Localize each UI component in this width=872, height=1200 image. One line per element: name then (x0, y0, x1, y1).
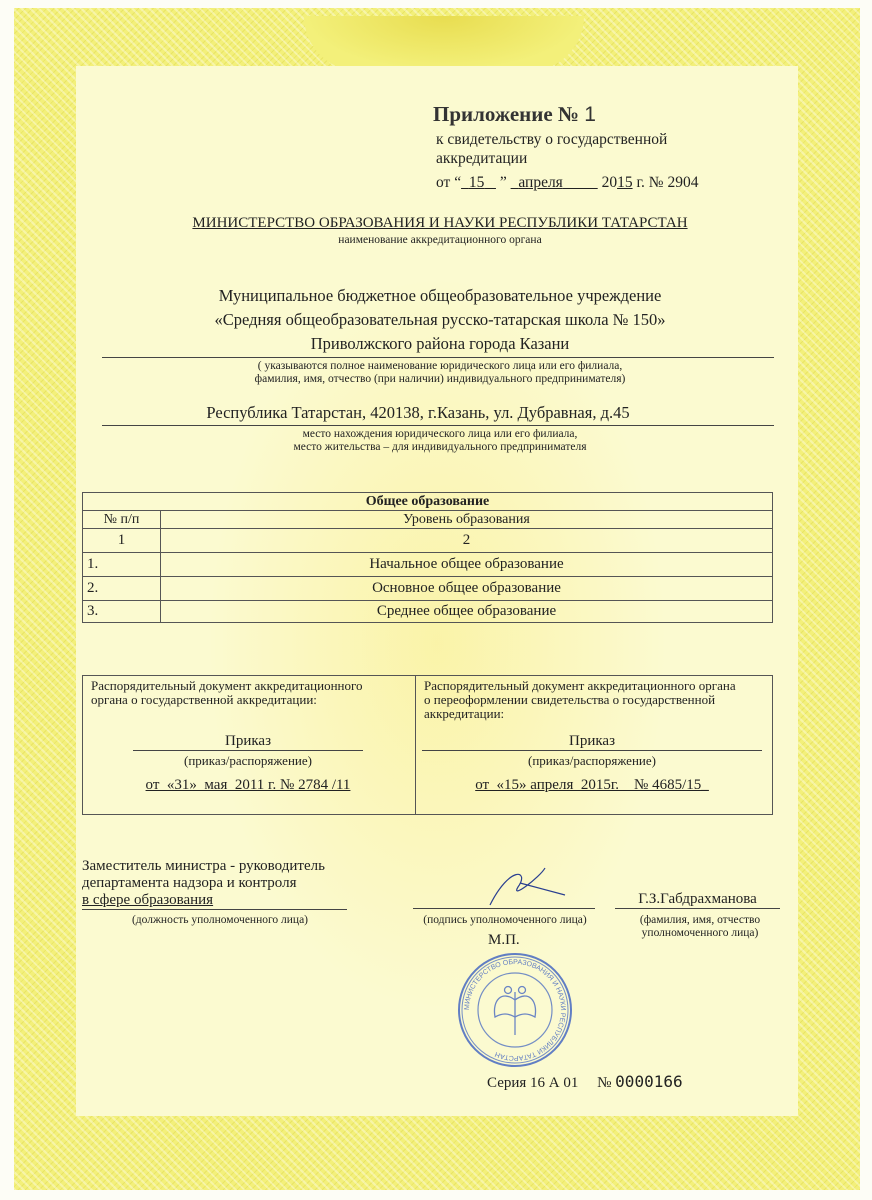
name-caption1: (фамилия, имя, отчество (639, 914, 761, 926)
appendix-title-text: Приложение № (433, 102, 580, 126)
year-prefix: 20 (601, 174, 618, 191)
series-no-label: № (597, 1075, 612, 1091)
day-value: 15 (468, 174, 485, 191)
document-left (83, 676, 416, 815)
document-left-caption: (приказ/распоряжение) (184, 753, 312, 768)
document-right (416, 676, 773, 815)
address-caption (80, 428, 800, 454)
row-level: Среднее общее образование (161, 601, 773, 623)
position-caption: (должность уполномоченного лица) (131, 914, 309, 926)
divider (102, 357, 774, 358)
date-prefix: от “ (436, 174, 462, 191)
official-stamp (455, 950, 575, 1070)
institution-caption (80, 360, 800, 386)
date-month (511, 174, 598, 191)
subtitle-line1: к свидетельству о государственной (436, 131, 668, 148)
series-info (487, 1072, 683, 1093)
table-row (83, 601, 773, 623)
eagle-emblem-icon (494, 987, 535, 1036)
signature-line (413, 908, 595, 909)
document-right-details: от «15» апреля 2015г. № 4685/15_ (475, 777, 709, 793)
table-row (83, 553, 773, 577)
institution-name (80, 284, 800, 356)
address-value: Республика Татарстан, 420138, г.Казань, ул. Дубравная, д.45 (206, 403, 630, 422)
col-header-level: Уровень образования (161, 511, 773, 529)
appendix-date (436, 173, 698, 192)
document-right-type: Приказ (422, 732, 762, 751)
date-day (461, 174, 496, 191)
divider (102, 425, 774, 426)
col-header-number: № п/п (83, 511, 161, 529)
appendix-title (433, 102, 596, 127)
quote-close: ” (499, 174, 507, 191)
name-caption (625, 914, 775, 940)
organ-name (80, 215, 800, 232)
row-number: 3. (83, 601, 161, 623)
row-number: 1. (83, 553, 161, 577)
institution-line3: Приволжского района города Казани (310, 334, 570, 353)
document-right-heading: Распорядительный документ аккредитационного органа о переоформлении свидетельства о государственной аккредитации: (424, 678, 736, 721)
position-line2: департамента надзора и контроля (82, 875, 297, 891)
table-title: Общее образование (83, 493, 773, 511)
svg-text:МИНИСТЕРСТВО ОБРАЗОВАНИЯ И НАУ: МИНИСТЕРСТВО ОБРАЗОВАНИЯ И НАУКИ РЕСПУБЛИКИ ТАТАРСТАН (463, 958, 567, 1062)
appendix-subtitle (436, 130, 667, 168)
table-row (83, 577, 773, 601)
row-level: Основное общее образование (161, 577, 773, 601)
position-line3-text: в сфере образования (82, 892, 214, 908)
subtitle-line2: аккредитации (436, 150, 528, 167)
organ-name-text: МИНИСТЕРСТВО ОБРАЗОВАНИЯ И НАУКИ РЕСПУБЛИКИ ТАТАРСТАН (192, 215, 688, 231)
month-value: апреля (518, 174, 563, 191)
row-number: 2. (83, 577, 161, 601)
position-line3 (82, 892, 347, 910)
name-caption2: уполномоченного лица) (641, 927, 759, 939)
institution-line1: Муниципальное бюджетное общеобразовательное учреждение (218, 286, 662, 305)
documents-table (82, 675, 773, 815)
institution-caption2: фамилия, имя, отчество (при наличии) индивидуального предпринимателя) (254, 373, 626, 385)
year-suffix: 15 (617, 174, 633, 191)
document-right-caption: (приказ/распоряжение) (528, 753, 656, 768)
appendix-number: 1 (584, 103, 596, 126)
year-g: г. № (636, 174, 664, 191)
signature-scribble (470, 865, 580, 910)
institution-line2: «Средняя общеобразовательная русско-татарская школа № 150» (214, 310, 666, 329)
cert-number: 2904 (667, 174, 699, 191)
stamp-place-label: М.П. (488, 932, 520, 948)
series-number: 0000166 (615, 1072, 683, 1091)
document-left-details: от «31» мая 2011 г. № 2784 /11 (145, 777, 351, 793)
institution-caption1: ( указываются полное наименование юридического лица или его филиала, (257, 360, 623, 372)
col-index-2: 2 (161, 529, 773, 553)
top-ornament (304, 16, 584, 71)
series-label: Серия 16 А 01 (487, 1075, 579, 1091)
document-left-heading: Распорядительный документ аккредитационного органа о государственной аккредитации: (91, 678, 363, 707)
col-index-1: 1 (83, 529, 161, 553)
organ-caption: наименование аккредитационного органа (338, 234, 542, 246)
signatory-position (82, 858, 347, 910)
row-level: Начальное общее образование (161, 553, 773, 577)
address-caption2: место жительства – для индивидуального предпринимателя (293, 441, 587, 453)
document-left-type: Приказ (133, 732, 363, 751)
position-line1: Заместитель министра - руководитель (82, 858, 325, 874)
address-caption1: место нахождения юридического лица или его филиала, (302, 428, 578, 440)
education-table (82, 492, 773, 623)
signature-caption: (подпись уполномоченного лица) (423, 914, 587, 926)
signatory-name: Г.З.Габдрахманова (615, 891, 780, 909)
